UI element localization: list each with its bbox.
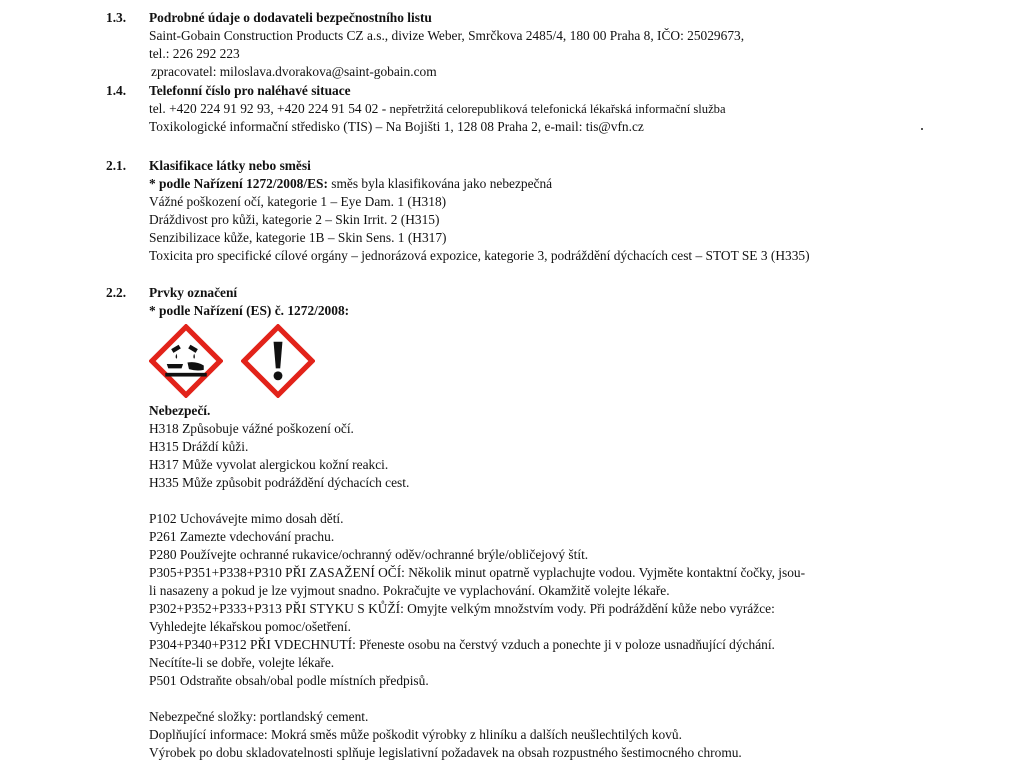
regulation-bold: * podle Nařízení 1272/2008/ES: <box>149 176 328 191</box>
stray-dot <box>921 128 923 130</box>
section-title: Telefonní číslo pro naléhavé situace <box>149 83 351 98</box>
hazard-statement: H318 Způsobuje vážné poškození očí. <box>149 421 354 436</box>
signal-word: Nebezpečí. <box>149 403 211 418</box>
classification-line: Vážné poškození očí, kategorie 1 – Eye Dam. 1 (H318) <box>149 194 447 209</box>
corrosion-icon <box>149 324 223 398</box>
precaution-statement: P261 Zamezte vdechování prachu. <box>149 529 335 544</box>
emergency-service-note: nepřetržitá celorepubliková telefonická lékařská informační služba <box>389 102 726 116</box>
classification-line: Senzibilizace kůže, kategorie 1B – Skin Sens. 1 (H317) <box>149 230 447 245</box>
exclamation-mark-icon <box>241 324 315 398</box>
hazard-statement: H315 Dráždí kůži. <box>149 439 249 454</box>
chromium-compliance: Výrobek po dobu skladovatelnosti splňuje legislativní požadavek na obsah rozpustného šestimocného chromu. <box>149 745 742 760</box>
regulation-line: * podle Nařízení (ES) č. 1272/2008: <box>149 303 350 318</box>
emergency-phone-numbers: tel. +420 224 91 92 93, +420 224 91 54 02 - <box>149 101 390 116</box>
precaution-statement: Necítíte-li se dobře, volejte lékaře. <box>149 655 335 670</box>
precaution-statement: P304+P340+P312 PŘI VDECHNUTÍ: Přeneste osobu na čerstvý vzduch a ponechte ji v poloze usnadňující dýchání. <box>149 637 775 652</box>
precaution-statement: P102 Uchovávejte mimo dosah dětí. <box>149 511 344 526</box>
section-title: Podrobné údaje o dodavateli bezpečnostního listu <box>149 10 432 25</box>
regulation-rest: směs byla klasifikována jako nebezpečná <box>327 176 553 191</box>
precaution-statement: P280 Používejte ochranné rukavice/ochranný oděv/ochranné brýle/obličejový štít. <box>149 547 589 562</box>
precaution-statement: li nasazeny a pokud je lze vyjmout snadno. Pokračujte ve vyplachování. Okamžitě volejte lékaře. <box>149 583 670 598</box>
section-title: Prvky označení <box>149 285 238 300</box>
section-number: 1.4. <box>106 83 127 98</box>
supplementary-info: Doplňující informace: Mokrá směs může poškodit výrobky z hliníku a dalších neušlechtilých kovů. <box>149 727 682 742</box>
precaution-statement: P302+P352+P333+P313 PŘI STYKU S KŮŽÍ: Omyjte velkým množstvím vody. Při podráždění kůže nebo vyrážce: <box>149 601 775 616</box>
supplier-line: Saint-Gobain Construction Products CZ a.s., divize Weber, Smrčkova 2485/4, 180 00 Praha 8, IČO: 25029673, <box>149 28 745 43</box>
section-number: 2.1. <box>106 158 127 173</box>
classification-line: Toxicita pro specifické cílové orgány – jednorázová expozice, kategorie 3, podráždění dýchacích cest – STOT SE 3 (H335) <box>149 248 810 263</box>
section-number: 1.3. <box>106 10 127 25</box>
section-title: Klasifikace látky nebo směsi <box>149 158 311 173</box>
hazard-statement: H335 Může způsobit podráždění dýchacích cest. <box>149 475 410 490</box>
hazardous-components: Nebezpečné složky: portlandský cement. <box>149 709 369 724</box>
precaution-statement: Vyhledejte lékařskou pomoc/ošetření. <box>149 619 351 634</box>
precaution-statement: P501 Odstraňte obsah/obal podle místních předpisů. <box>149 673 429 688</box>
supplier-email: zpracovatel: miloslava.dvorakova@saint-gobain.com <box>151 64 437 79</box>
section-number: 2.2. <box>106 285 127 300</box>
regulation-line <box>149 175 1009 193</box>
supplier-phone: tel.: 226 292 223 <box>149 46 240 61</box>
tis-line: Toxikologické informační středisko (TIS) – Na Bojišti 1, 128 08 Praha 2, e-mail: tis@vfn.cz <box>149 119 644 134</box>
emergency-phone-line <box>149 100 1009 118</box>
classification-line: Dráždivost pro kůži, kategorie 2 – Skin Irrit. 2 (H315) <box>149 212 440 227</box>
precaution-statement: P305+P351+P338+P310 PŘI ZASAŽENÍ OČÍ: Několik minut opatrně vyplachujte vodou. Vyjměte kontaktní čočky, jsou- <box>149 565 806 580</box>
hazard-statement: H317 Může vyvolat alergickou kožní reakci. <box>149 457 389 472</box>
ghs-pictograms <box>149 324 1009 396</box>
